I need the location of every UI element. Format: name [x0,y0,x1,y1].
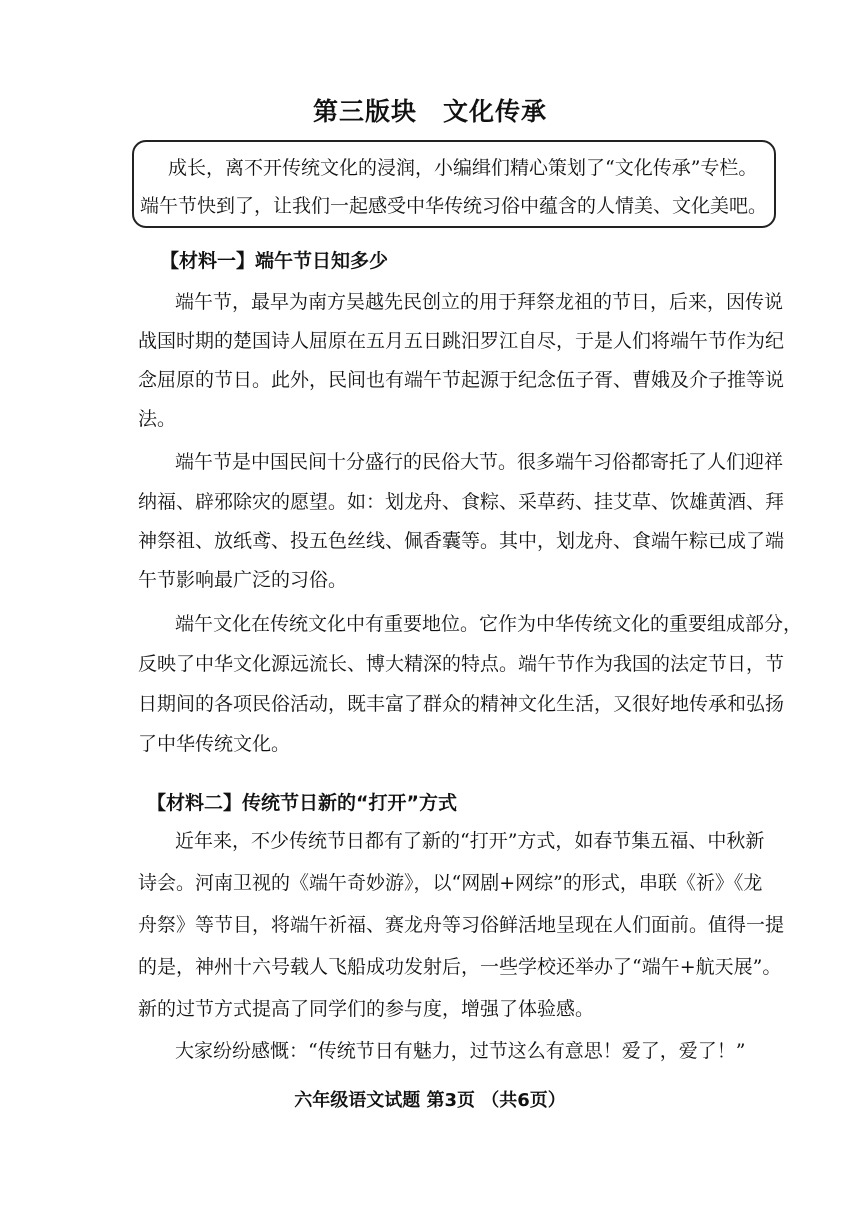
material2-p1-line: 新的过节方式提高了同学们的参与度，增强了体验感。 [138,998,595,1020]
page-footer: 六年级语文试题 第3页 （共6页） [294,1090,566,1111]
material2-p1-line: 近年来，不少传统节日都有了新的“打开”方式，如春节集五福、中秋新 [175,830,765,852]
section-number: 第三版块 [312,97,417,126]
material2-p1-line: 诗会。河南卫视的《端午奇妙游》，以“网剧+网综”的形式，串联《祈》《龙 [138,872,763,894]
section-name: 文化传承 [443,97,548,126]
material1-p2-line: 纳福、辟邪除灾的愿望。如：划龙舟、食粽、采草药、挂艾草、饮雄黄酒、拜 [138,491,785,513]
material1-p2-line: 端午节是中国民间十分盛行的民俗大节。很多端午习俗都寄托了人们迎祥 [175,451,784,473]
page-title [0,92,860,128]
material2-heading: 【材料二】传统节日新的“打开”方式 [147,792,457,814]
material1-p3-line: 了中华传统文化。 [138,733,291,755]
material1-p3-line: 端午文化在传统文化中有重要地位。它作为中华传统文化的重要组成部分， [175,613,803,635]
material1-p3-line: 日期间的各项民俗活动，既丰富了群众的精神文化生活，又很好地传承和弘扬 [138,693,785,715]
material1-p1-line: 念屈原的节日。此外，民间也有端午节起源于纪念伍子胥、曹娥及介子推等说 [138,369,785,391]
material1-p3-line: 反映了中华文化源远流长、博大精深的特点。端午节作为我国的法定节日，节 [138,653,785,675]
material2-p1-line: 的是，神州十六号载人飞船成功发射后，一些学校还举办了“端午+航天展”。 [138,956,782,978]
material1-p1-line: 法。 [138,408,177,430]
intro-line-2: 端午节快到了，让我们一起感受中华传统习俗中蕴含的人情美、文化美吧。 [140,195,768,217]
material1-p2-line: 神祭祖、放纸鸢、投五色丝线、佩香囊等。其中，划龙舟、食端午粽已成了端 [138,530,785,552]
material2-p1-line: 舟祭》等节目，将端午祈福、赛龙舟等习俗鲜活地呈现在人们面前。值得一提 [138,914,785,936]
material1-p1-line: 战国时期的楚国诗人屈原在五月五日跳汨罗江自尽，于是人们将端午节作为纪 [138,330,785,352]
intro-line-1: 成长，离不开传统文化的浸润，小编缉们精心策划了“文化传承”专栏。 [168,157,758,179]
material1-p2-line: 午节影响最广泛的习俗。 [138,569,348,591]
material2-p2-line: 大家纷纷感慨：“传统节日有魅力，过节这么有意思！爱了，爱了！” [175,1040,746,1062]
material1-p1-line: 端午节，最早为南方吴越先民创立的用于拜祭龙祖的节日，后来，因传说 [175,291,784,313]
material1-heading: 【材料一】端午节日知多少 [160,250,389,272]
